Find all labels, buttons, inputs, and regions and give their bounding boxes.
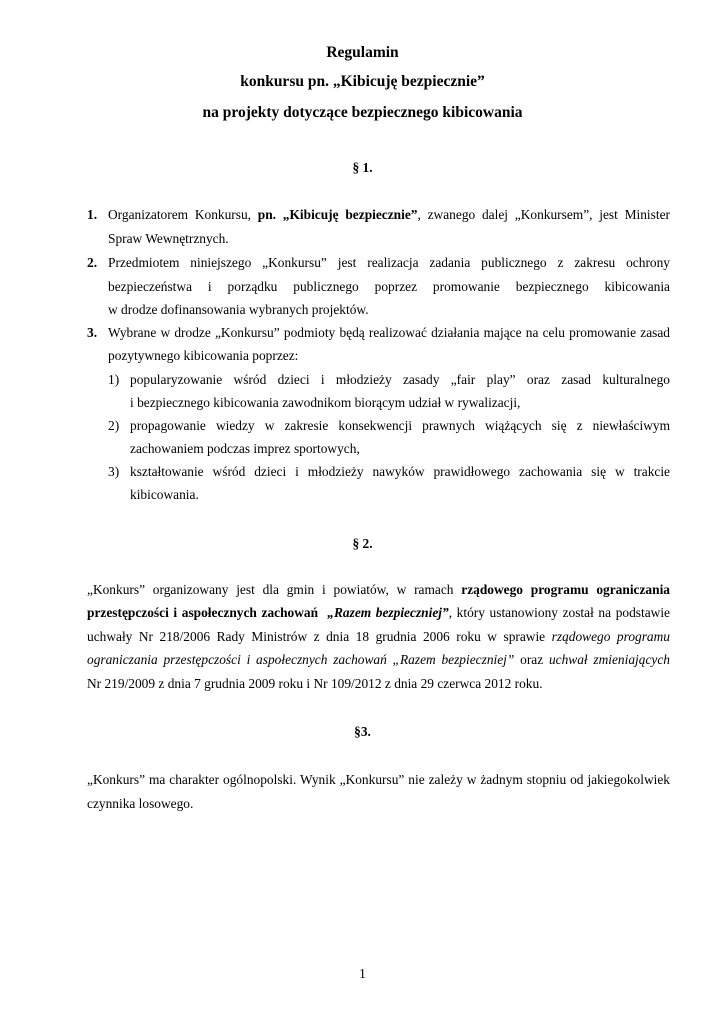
subitem-1-line-2: i bezpiecznego kibicowania zawodnikom biorącym udział w rywalizacji, bbox=[130, 395, 521, 410]
page-number: 1 bbox=[359, 966, 366, 981]
subitem-1-line-1: popularyzowanie wśród dzieci i młodzieży zasady „fair play” oraz zasad kulturalnego bbox=[130, 372, 670, 387]
item-1-number: 1. bbox=[87, 207, 98, 222]
subitem-2-line-1: propagowanie wiedzy w zakresie konsekwencji prawnych wiążących się z niewłaściwym bbox=[130, 418, 670, 433]
subitem-3-number: 3) bbox=[108, 464, 120, 479]
s2-l2-bold: przestępczości i aspołecznych zachowań bbox=[87, 605, 319, 620]
item-1-text-c: , zwanego dalej „Konkursem”, jest Minister bbox=[417, 207, 670, 222]
s2-l2-bold-italic: „Razem bezpieczniej” bbox=[327, 605, 449, 620]
subitem-3-line-2: kibicowania. bbox=[130, 487, 199, 502]
item-1-line-2: Spraw Wewnętrznych. bbox=[108, 231, 229, 246]
subitem-1-number: 1) bbox=[108, 372, 120, 387]
subitem-2-line-2: zachowaniem podczas imprez sportowych, bbox=[130, 441, 360, 456]
section-2-line-4 bbox=[87, 652, 670, 668]
item-2-number: 2. bbox=[87, 255, 98, 270]
title-line-3: na projekty dotyczące bezpiecznego kibicowania bbox=[202, 104, 523, 121]
s2-l4-italic-b: uchwał zmieniających bbox=[548, 652, 670, 667]
s2-l3-text: uchwały Nr 218/2006 Rady Ministrów z dnia 18 grudnia 2006 roku w sprawie bbox=[87, 629, 552, 644]
s2-l3-italic: rządowego programu bbox=[551, 629, 670, 644]
item-1-text-bold: pn. „Kibicuję bezpiecznie” bbox=[257, 207, 418, 222]
subitem-3-line-1: kształtowanie wśród dzieci i młodzieży nawyków prawidłowego zachowania się w trakcie bbox=[130, 464, 670, 479]
item-2-line-2: bezpieczeństwa i porządku publicznego poprzez promowanie bezpiecznego kibicowania bbox=[108, 279, 670, 294]
s2-l4-text: oraz bbox=[514, 652, 549, 667]
section-2-line-3 bbox=[87, 629, 670, 645]
item-1-line-1 bbox=[108, 207, 670, 223]
item-3-line-1: Wybrane w drodze „Konkursu” podmioty będą realizować działania mające na celu promowanie zasad bbox=[108, 325, 670, 340]
item-2-line-3: w drodze dofinansowania wybranych projektów. bbox=[108, 302, 369, 317]
title-line-1: Regulamin bbox=[326, 44, 399, 61]
s2-l1-bold: rządowego programu ograniczania bbox=[461, 582, 670, 597]
section-2-line-2 bbox=[87, 605, 670, 621]
section-2-line-5: Nr 219/2009 z dnia 7 grudnia 2009 roku i Nr 109/2012 z dnia 29 czerwca 2012 roku. bbox=[87, 676, 543, 691]
s2-l2-text: , który ustanowiony został na podstawie bbox=[448, 605, 670, 620]
item-1-text-a: Organizatorem Konkursu, bbox=[108, 207, 258, 222]
item-2-line-1: Przedmiotem niniejszego „Konkursu” jest realizacja zadania publicznego z zakresu ochrony bbox=[108, 255, 670, 270]
s2-l1-text: „Konkurs” organizowany jest dla gmin i powiatów, w ramach bbox=[87, 582, 462, 597]
section-3-line-2: czynnika losowego. bbox=[87, 796, 194, 811]
section-2-line-1 bbox=[87, 582, 670, 598]
item-3-number: 3. bbox=[87, 325, 98, 340]
section-2-heading: § 2. bbox=[352, 536, 373, 551]
section-3-line-1: „Konkurs” ma charakter ogólnopolski. Wynik „Konkursu” nie zależy w żadnym stopniu od jakiegokolwiek bbox=[87, 772, 670, 787]
s2-l4-italic-a: ograniczania przestępczości i aspołecznych zachowań „Razem bezpieczniej” bbox=[87, 652, 515, 667]
section-3-heading: §3. bbox=[354, 724, 371, 739]
title-line-2: konkursu pn. „Kibicuję bezpiecznie” bbox=[240, 73, 485, 90]
section-1-heading: § 1. bbox=[352, 160, 373, 175]
item-3-line-2: pozytywnego kibicowania poprzez: bbox=[108, 348, 299, 363]
subitem-2-number: 2) bbox=[108, 418, 120, 433]
